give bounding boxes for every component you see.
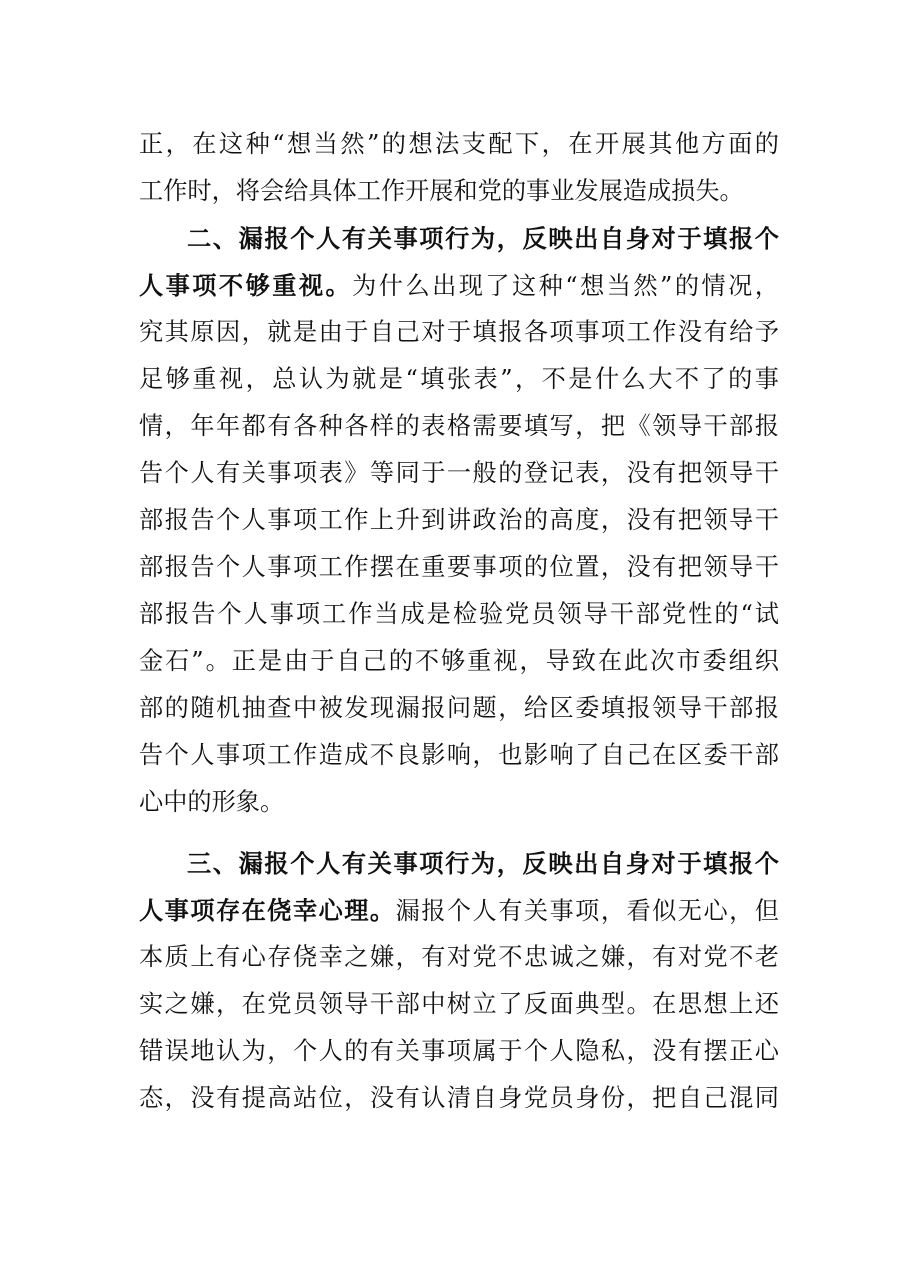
text-line: [139, 887, 779, 934]
section-heading-2: 二、漏报个人有关事项行为，反映出自身对于填报个: [187, 224, 779, 253]
document-body: [139, 121, 779, 1122]
text-line: 足够重视，总认为就是“填张表”，不是什么大不了的事: [139, 365, 779, 393]
text-line: 究其原因，就是由于自己对于填报各项事项工作没有给予: [139, 318, 779, 346]
text-line: 部的随机抽查中被发现漏报问题，给区委填报领导干部报: [139, 694, 779, 722]
text-line: 态，没有提高站位，没有认清自身党员身份，把自己混同: [139, 1084, 779, 1112]
text-line: 部报告个人事项工作当成是检验党员领导干部党性的“试: [139, 600, 779, 628]
paragraph-text: 漏报个人有关事项，看似无心，但: [395, 897, 779, 925]
text-line: 正，在这种“想当然”的想法支配下，在开展其他方面的: [139, 130, 779, 158]
paragraph-text: 为什么出现了这种“想当然”的情况，: [352, 272, 779, 300]
text-line: 心中的形象。: [139, 788, 285, 816]
section-heading-3: 三、漏报个人有关事项行为，反映出自身对于填报个: [187, 849, 779, 878]
text-line: 部报告个人事项工作摆在重要事项的位置，没有把领导干: [139, 553, 779, 581]
text-line: 错误地认为，个人的有关事项属于个人隐私，没有摆正心: [139, 1037, 779, 1065]
text-line: 告个人有关事项表》等同于一般的登记表，没有把领导干: [139, 459, 779, 487]
text-line: 金石”。正是由于自己的不够重视，导致在此次市委组织: [139, 647, 779, 675]
section-heading-2-end: 人事项不够重视。: [139, 271, 353, 300]
paragraph-gap: [139, 826, 779, 840]
text-line: 部报告个人事项工作上升到讲政治的高度，没有把领导干: [139, 506, 779, 534]
text-line: [139, 262, 779, 309]
text-line: 告个人事项工作造成不良影响，也影响了自己在区委干部: [139, 741, 779, 769]
text-line: 工作时，将会给具体工作开展和党的事业发展造成损失。: [139, 177, 744, 205]
section-heading-3-end: 人事项存在侥幸心理。: [139, 896, 396, 925]
text-line: 本质上有心存侥幸之嫌，有对党不忠诚之嫌，有对党不老: [139, 943, 779, 971]
text-line: 实之嫌，在党员领导干部中树立了反面典型。在思想上还: [139, 990, 779, 1018]
text-line: 情，年年都有各种各样的表格需要填写，把《领导干部报: [139, 412, 779, 440]
